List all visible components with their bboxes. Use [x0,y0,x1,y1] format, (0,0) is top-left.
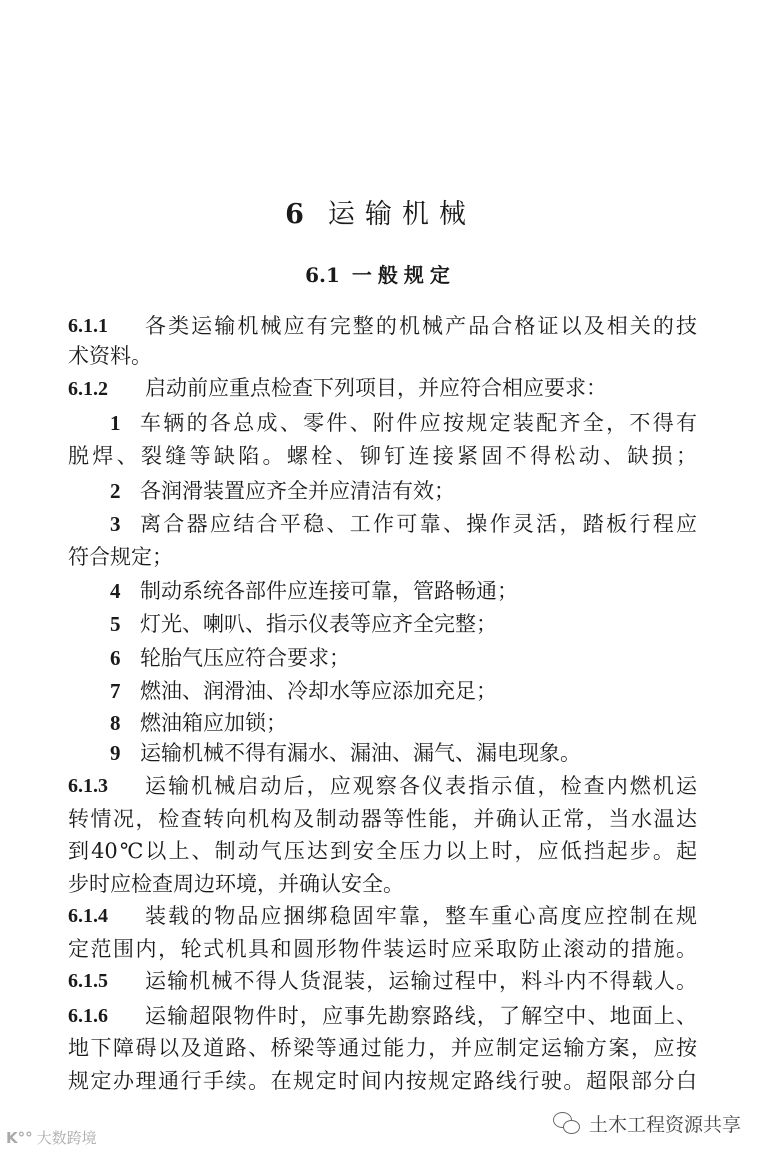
item-number: 2 [110,479,121,503]
line-text: 运输超限物件时，应事先勘察路线，了解空中、地面上、 [145,1004,697,1028]
text-line [68,478,697,504]
line-text: 运输机械不得人货混装，运输过程中，料斗内不得载人。 [145,969,697,993]
line-text: 定范围内，轮式机具和圆形物件装运时应采取防止滚动的措施。 [68,937,697,961]
text-line [68,1068,697,1094]
clause-number: 6.1.6 [68,1005,108,1027]
text-line [68,936,697,962]
chapter-title-text: 运输机械 [327,199,476,230]
line-text: 启动前应重点检查下列项目，并应符合相应要求： [145,376,607,400]
text-line [68,871,697,897]
text-line [68,544,697,570]
line-text: 离合器应结合平稳、工作可靠、操作灵活，踏板行程应 [140,512,697,536]
chapter-number: 6 [285,199,314,230]
clause-number: 6.1.2 [68,378,108,400]
line-text: 规定办理通行手续。在规定时间内按规定路线行驶。超限部分白 [68,1069,697,1093]
line-text: 制动系统各部件应连接可靠，管路畅通； [140,579,518,603]
text-line [68,1035,697,1061]
chapter-title [0,192,761,231]
section-heading [0,259,761,288]
text-line [68,578,697,604]
brand-watermark [6,1127,97,1148]
line-text: 运输机械启动后，应观察各仪表指示值，检查内燃机运 [145,774,697,798]
text-line [68,1003,697,1029]
section-number: 6.1 [305,263,340,287]
line-text: 各润滑装置应齐全并应清洁有效； [140,479,455,503]
text-line [68,511,697,537]
text-line [68,740,697,766]
text-line [68,710,697,736]
item-number: 8 [110,711,121,735]
brand-logo-icon: K°° [6,1128,33,1147]
text-line [68,410,697,436]
line-text: 术资料。 [68,344,152,368]
clause-number: 6.1.5 [68,970,108,992]
text-line [68,678,697,704]
text-line [68,645,697,671]
line-text: 燃油、润滑油、冷却水等应添加充足； [140,679,497,703]
text-line [68,375,697,402]
item-number: 9 [110,741,121,765]
text-line [68,968,697,994]
clause-number: 6.1.3 [68,775,108,797]
wechat-watermark [553,1110,741,1137]
item-number: 7 [110,679,121,703]
section-title-text: 一般规定 [351,263,456,287]
item-number: 6 [110,646,121,670]
clause-number: 6.1.1 [68,315,108,337]
text-line [68,903,697,929]
line-text: 到40℃以上、制动气压达到安全压力以上时，应低挡起步。起 [68,839,697,863]
text-line [68,343,697,369]
line-text: 地下障碍以及道路、桥梁等通过能力，并应制定运输方案，应按 [68,1036,697,1060]
line-text: 脱焊、裂缝等缺陷。螺栓、铆钉连接紧固不得松动、缺损； [68,444,697,468]
line-text: 装载的物品应捆绑稳固牢靠，整车重心高度应控制在规 [145,904,697,928]
text-line [68,838,697,864]
line-text: 轮胎气压应符合要求； [140,646,350,670]
watermark-right-text: 土木工程资源共享 [588,1114,741,1136]
text-line [68,806,697,832]
watermark-left-text: 大数跨境 [36,1129,97,1147]
text-line [68,773,697,799]
line-text: 燃油箱应加锁； [140,711,287,735]
line-text: 运输机械不得有漏水、漏油、漏气、漏电现象。 [140,741,581,765]
line-text: 步时应检查周边环境，并确认安全。 [68,872,404,896]
text-line [68,443,697,469]
line-text: 符合规定； [68,545,173,569]
line-text: 转情况，检查转向机构及制动器等性能，并确认正常，当水温达 [68,807,697,831]
line-text: 车辆的各总成、零件、附件应按规定装配齐全，不得有 [140,411,697,435]
line-text: 灯光、喇叭、指示仪表等应齐全完整； [140,612,497,636]
clause-number: 6.1.4 [68,905,108,927]
item-number: 5 [110,612,121,636]
text-line [68,611,697,637]
item-number: 1 [110,411,121,435]
line-text: 各类运输机械应有完整的机械产品合格证以及相关的技 [145,314,697,338]
item-number: 3 [110,512,121,536]
wechat-icon [553,1112,583,1136]
item-number: 4 [110,579,121,603]
text-line [68,313,697,339]
